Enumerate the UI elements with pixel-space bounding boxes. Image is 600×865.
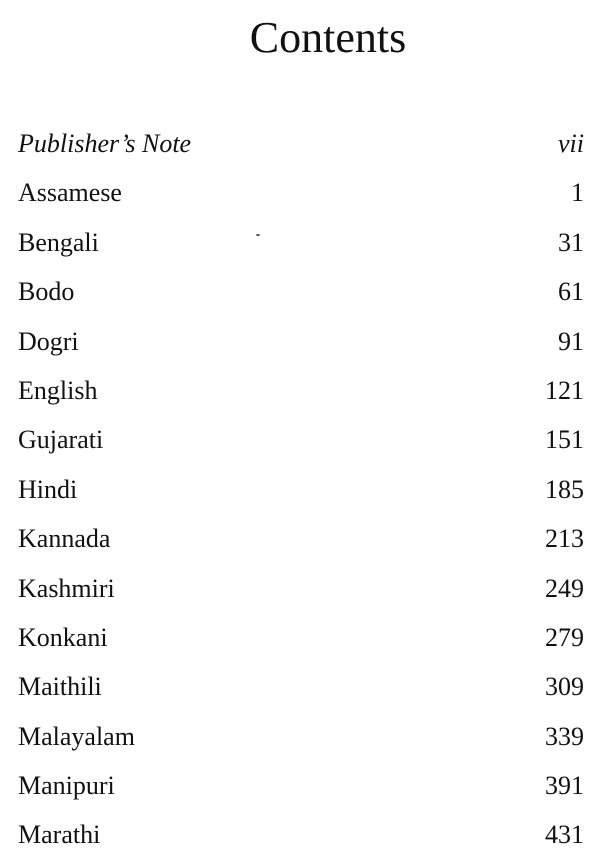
toc-entry-title: Dogri — [18, 326, 79, 356]
toc-entry-page: 391 — [545, 771, 584, 801]
toc-entry-bengali — [18, 223, 584, 272]
toc-entry-page: 309 — [545, 672, 584, 702]
toc-entry-page: 339 — [545, 721, 584, 751]
toc-entry-maithili — [18, 667, 584, 716]
toc-entry-page: 249 — [545, 573, 584, 603]
toc-entry-dogri — [18, 322, 584, 371]
toc-entry-bodo — [18, 272, 584, 321]
toc-entry-assamese — [18, 173, 584, 222]
toc-entry-hindi — [18, 470, 584, 519]
toc-entry-page: 279 — [545, 622, 584, 652]
toc-entry-page: 121 — [545, 375, 584, 405]
toc-entry-page: 31 — [558, 227, 584, 257]
toc-entry-title: Malayalam — [18, 721, 135, 751]
toc-entry-konkani — [18, 618, 584, 667]
toc-entry-page: 1 — [571, 178, 584, 208]
toc-entry-page: 213 — [545, 524, 584, 554]
scan-speck — [256, 234, 260, 236]
table-of-contents — [18, 124, 584, 865]
toc-entry-title: Maithili — [18, 672, 102, 702]
toc-entry-page: 61 — [558, 277, 584, 307]
toc-entry-title: Hindi — [18, 474, 78, 504]
toc-entry-malayalam — [18, 717, 584, 766]
toc-entry-title: Bodo — [18, 277, 75, 307]
toc-entry-title: Gujarati — [18, 425, 104, 455]
toc-entry-page: vii — [558, 129, 584, 158]
toc-entry-title: Publisher’s Note — [18, 129, 192, 158]
toc-entry-page: 185 — [545, 474, 584, 504]
toc-entry-title: English — [18, 375, 98, 405]
toc-entry-page: 431 — [545, 820, 584, 850]
toc-entry-marathi — [18, 815, 584, 864]
toc-entry-page: 151 — [545, 425, 584, 455]
toc-entry-title: Konkani — [18, 622, 108, 652]
toc-entry-manipuri — [18, 766, 584, 815]
toc-entry-english — [18, 371, 584, 420]
toc-entry-title: Assamese — [18, 178, 122, 208]
toc-entry-page: 91 — [558, 326, 584, 356]
toc-entry-title: Kannada — [18, 524, 111, 554]
toc-entry-title: Kashmiri — [18, 573, 115, 603]
page-title: Contents — [249, 13, 407, 62]
toc-entry-kashmiri — [18, 569, 584, 618]
toc-entry-title: Marathi — [18, 820, 101, 850]
toc-entry-title: Bengali — [18, 227, 99, 257]
toc-entry-kannada — [18, 519, 584, 568]
toc-entry-publishers-note — [18, 124, 584, 173]
toc-entry-title: Manipuri — [18, 771, 115, 801]
toc-entry-gujarati — [18, 420, 584, 469]
